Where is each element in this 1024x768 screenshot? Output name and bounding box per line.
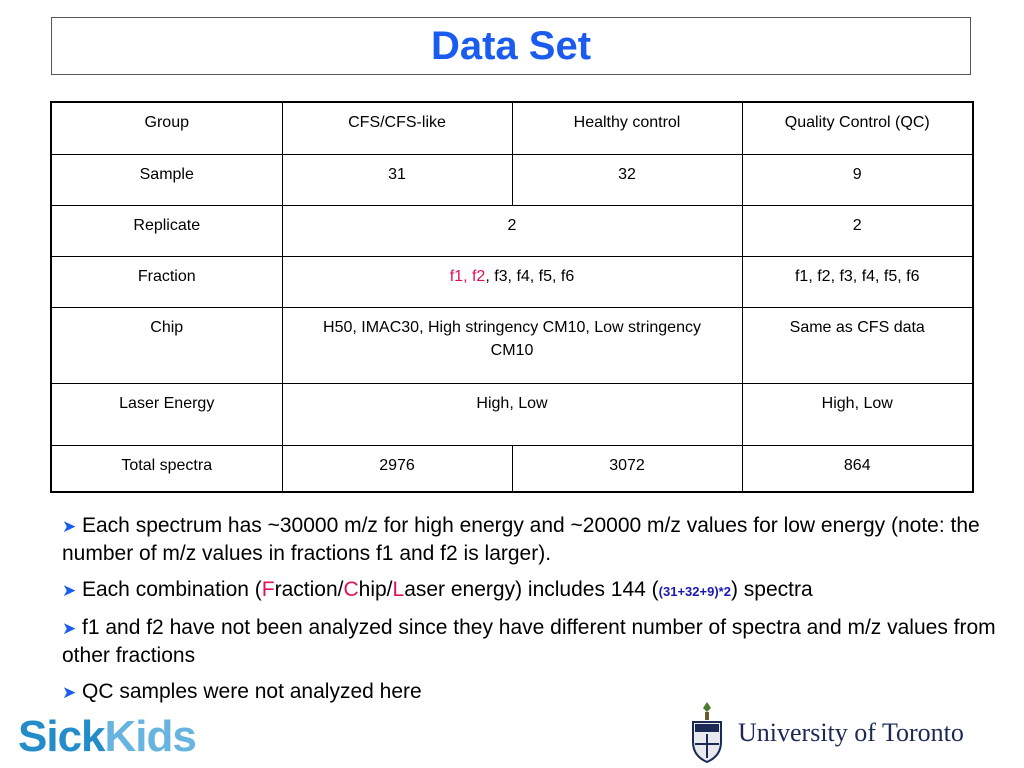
arrow-bullet-icon: ➤ xyxy=(62,517,77,536)
row-label: Chip xyxy=(51,307,282,383)
bullet-text: raction/ xyxy=(274,578,344,601)
bullet-text: QC samples were not analyzed here xyxy=(82,680,422,703)
highlight-fractions: f1, f2 xyxy=(449,267,486,285)
table-cell: 31 xyxy=(282,154,512,205)
data-set-table xyxy=(50,101,974,493)
bullet-list xyxy=(62,512,1017,715)
table-row xyxy=(51,102,973,154)
bullet-item xyxy=(62,512,1017,567)
table-cell: High, Low xyxy=(742,383,973,445)
other-fractions: , f3, f4, f5, f6 xyxy=(485,267,575,285)
table-row xyxy=(51,445,973,492)
table-cell: 864 xyxy=(742,445,973,492)
bullet-text: Each spectrum has ~30000 m/z for high energy and ~20000 m/z values for low energy (note: the number of m/z values in fractions f1 and f2 is larger). xyxy=(62,514,980,565)
table-cell: High, Low xyxy=(282,383,742,445)
page-title: Data Set xyxy=(430,23,592,68)
bullet-text: aser energy) includes 144 ( xyxy=(404,578,659,601)
formula: (31+32+9)*2 xyxy=(658,584,731,599)
table-cell: 32 xyxy=(512,154,742,205)
bullet-item xyxy=(62,678,1017,706)
arrow-bullet-icon: ➤ xyxy=(62,683,77,702)
row-label: Laser Energy xyxy=(51,383,282,445)
table-row xyxy=(51,256,973,307)
table-cell: H50, IMAC30, High stringency CM10, Low stringency CM10 xyxy=(282,307,742,383)
table-cell: 3072 xyxy=(512,445,742,492)
row-label: Replicate xyxy=(51,205,282,256)
arrow-bullet-icon: ➤ xyxy=(62,581,77,600)
bullet-item xyxy=(62,614,1017,669)
bullet-text: Each combination ( xyxy=(82,578,262,601)
letter-f: F xyxy=(261,578,275,601)
row-label: Fraction xyxy=(51,256,282,307)
table-cell: 2 xyxy=(282,205,742,256)
table-cell: Same as CFS data xyxy=(742,307,973,383)
row-label: Sample xyxy=(51,154,282,205)
bullet-text: ) spectra xyxy=(730,578,813,601)
letter-l: L xyxy=(392,578,405,601)
uoft-logo-text: University of Toronto xyxy=(738,718,964,747)
bullet-text: hip/ xyxy=(358,578,393,601)
bullet-item xyxy=(62,576,1017,605)
row-label: Total spectra xyxy=(51,445,282,492)
table-row xyxy=(51,154,973,205)
table-cell: CFS/CFS-like xyxy=(282,102,512,154)
table-row xyxy=(51,205,973,256)
row-label: Group xyxy=(51,102,282,154)
table-cell: 9 xyxy=(742,154,973,205)
letter-c: C xyxy=(343,578,359,601)
title-box xyxy=(51,17,971,75)
bullet-text: f1 and f2 have not been analyzed since they have different number of spectra and m/z values from other fractions xyxy=(62,616,996,667)
table-cell: 2976 xyxy=(282,445,512,492)
table-cell xyxy=(282,256,742,307)
table-row xyxy=(51,307,973,383)
arrow-bullet-icon: ➤ xyxy=(62,619,77,638)
table-cell: 2 xyxy=(742,205,973,256)
table-row xyxy=(51,383,973,445)
university-crest-icon xyxy=(690,700,724,764)
table-cell: Healthy control xyxy=(512,102,742,154)
table-cell: f1, f2, f3, f4, f5, f6 xyxy=(742,256,973,307)
table-cell: Quality Control (QC) xyxy=(742,102,973,154)
sickkids-logo: SickKids xyxy=(18,712,196,761)
